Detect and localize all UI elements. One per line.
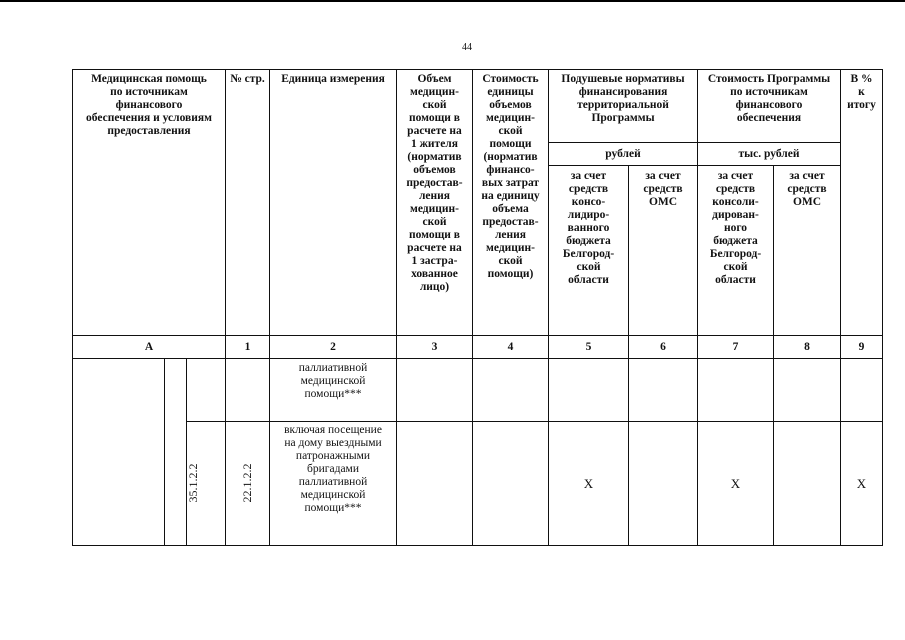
header-col-7: за счет средств консоли- дирован- ного бюджета Белгород- ской области (709, 170, 762, 286)
page-number: 44 (462, 42, 472, 53)
index-cell: 9 (858, 340, 865, 353)
index-row-bottom (72, 358, 883, 359)
row-2-code-a: 35.1.2.2 (186, 463, 200, 503)
table-border-bottom (72, 545, 883, 546)
index-cell: 6 (660, 340, 666, 353)
header-group-cost: Стоимость Программы по источникам финансового обеспечения (707, 73, 831, 124)
header-col-3: Объем медицин- ской помощи в расчете на 1 жителя (норматив объемов предостав- ления медицин- ской помощи в расчете на 1 застра- хованное лицо) (406, 73, 463, 293)
row-divider (186, 421, 883, 422)
header-col-2: Единица измерения (281, 73, 385, 85)
header-col-4: Стоимость единицы объемов медицин- ской помощи (норматив финансо- вых затрат на единицу объема предостав- ления медицин- ской помощи) (481, 73, 540, 280)
header-col-8: за счет средств ОМС (787, 170, 827, 208)
index-cell: 3 (431, 340, 438, 353)
row-2-col-5: Х (583, 475, 594, 491)
header-group-per-capita: Подушевые нормативы финансирования территориальной Программы (561, 73, 685, 124)
index-cell: А (144, 340, 154, 353)
index-cell: 7 (732, 340, 739, 353)
index-cell: 4 (507, 340, 514, 353)
index-cell: 1 (244, 340, 251, 353)
row-2-col-9: Х (856, 475, 867, 491)
header-col-6: за счет средств ОМС (643, 170, 683, 208)
row-2-col-7: Х (730, 475, 741, 491)
col-a-sub-left (164, 358, 165, 545)
header-col-9: В % к итогу (847, 73, 876, 111)
index-cell: 8 (804, 340, 810, 353)
header-unit-thous-rub: тыс. рублей (738, 147, 800, 160)
table-border-top (72, 69, 883, 70)
index-cell: 2 (330, 340, 336, 353)
table-border-right (882, 69, 883, 546)
header-unit-rub: рублей (605, 147, 641, 160)
row-1-unit: паллиативной медицинской помощи*** (298, 362, 368, 400)
unit-row-bottom (548, 165, 840, 166)
index-cell: 5 (585, 340, 592, 353)
row-2-unit: включая посещение на дому выездными патронажными бригадами паллиативной медицинской помощи*** (284, 424, 382, 514)
row-2-code-1: 22.1.2.2 (240, 463, 254, 503)
header-col-a: Медицинская помощь по источникам финансового обеспечения и условиям предоставления (86, 73, 212, 137)
header-col-5: за счет средств консо- лидиро- ванного бюджета Белгород- ской области (562, 170, 615, 286)
header-col-1: № стр. (230, 73, 265, 85)
